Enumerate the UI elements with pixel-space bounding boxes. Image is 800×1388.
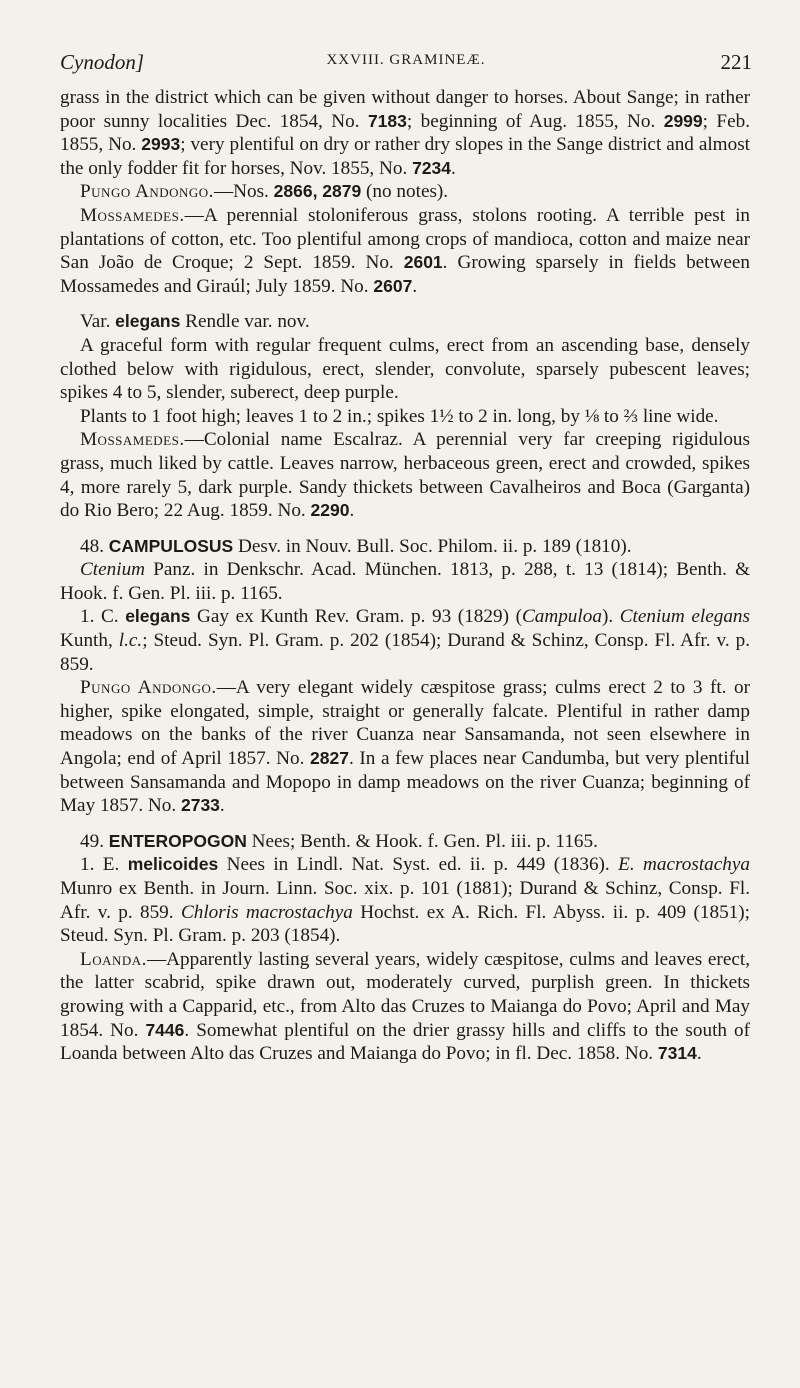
specimen-number: 2993 [141,134,181,155]
header-section: XXVIII. GRAMINEÆ. [326,52,486,68]
variety-description: A graceful form with regular frequent culms, erect from an ascending base, densely clothed below with rigidulous, erect, slender, convolute, sparsely pubescent leaves; spikes 4 to 5, slender, suberect, deep purple. [60,334,750,404]
paragraph-mossamedes-variety: Mossamedes.—Colonial name Escalraz. A perennial very far creeping rigidulous grass, much liked by cattle. Leaves narrow, herbaceous green, erect and crowded, spikes 4, more rarely 5, dark purple. Sandy thickets between Cavalheiros and Boca (Garganta) do Rio Bero; 22 Aug. 1859. No. 2290. [60,429,750,522]
specimen-number: 2866, 2879 [273,181,362,202]
specimen-number: 2290 [310,500,350,521]
species-heading-elegans: 1. C. elegans Gay ex Kunth Rev. Gram. p. 93 (1829) (Campuloa). Ctenium elegans Kunth, l.c.; Steud. Syn. Pl. Gram. p. 202 (1854); Durand & Schinz, Consp. Fl. Afr. v. p. 859. [60,606,750,675]
variety-dimensions: Plants to 1 foot high; leaves 1 to 2 in.; spikes 1½ to 2 in. long, by ⅛ to ⅔ line wide. [80,405,719,427]
paragraph-mossamedes: Mossamedes.—A perennial stoloniferous grass, stolons rooting. A terrible pest in plantations of cotton, etc. Too plentiful among crops of mandioca, cotton and maize near San João de Croque; 2 Sept. 1859. No. 2601. Growing sparsely in fields between Mossamedes and Giraúl; July 1859. No. 2607. [60,204,750,297]
header-genus: Cynodon] [60,50,144,74]
synonymy-ctenium: Ctenium Panz. in Denkschr. Acad. München. 1813, p. 288, t. 13 (1814); Benth. & Hook. f. Gen. Pl. iii. p. 1165. [60,559,750,604]
variety-name: elegans [115,311,181,332]
locality-name: Mossamedes. [80,204,185,226]
paragraph-pungo-andongo-elegans: Pungo Andongo.—A very elegant widely cæspitose grass; culms erect 2 to 3 ft. or higher, spike elongated, simple, straight or generally falcate. Plentiful in rather damp meadows on the banks of the river Cuanza near Sansamanda, not seen elsewhere in Angola; end of April 1857. No. 2827. In a few places near Candumba, but very plentiful between Sansamanda and Mopopo in damp meadows on the river Cuanza; beginning of May 1857. No. 2733. [60,677,751,817]
genus-name: CAMPULOSUS [108,535,234,556]
page-body [60,86,750,1066]
genus-heading-campulosus: 48. CAMPULOSUS Desv. in Nouv. Bull. Soc. Philom. ii. p. 189 (1810). [80,535,632,557]
locality-name: Pungo Andongo. [80,677,217,699]
running-header [60,50,752,78]
variety-heading: Var. elegans Rendle var. nov. [80,311,310,333]
specimen-number: 7446 [145,1019,185,1040]
specimen-number: 2607 [373,275,413,296]
specimen-number: 7234 [412,157,452,178]
paragraph-pungo-andongo: Pungo Andongo.—Nos. 2866, 2879 (no notes). [80,181,449,203]
locality-name: Mossamedes. [80,429,185,451]
specimen-number: 2999 [663,110,703,131]
page-number: 221 [720,50,752,74]
specimen-number: 7183 [367,110,407,131]
genus-heading-enteropogon: 49. ENTEROPOGON Nees; Benth. & Hook. f. Gen. Pl. iii. p. 1165. [80,830,598,852]
genus-name: ENTEROPOGON [108,830,247,851]
species-name: elegans [125,606,191,627]
specimen-number: 7314 [657,1043,697,1064]
paragraph-loanda: Loanda.—Apparently lasting several years, widely cæspitose, culms and leaves erect, the latter scabrid, spike drawn out, moderately curved, purplish green. In thickets growing with a Capparid, etc., from Alto das Cruzes to Maianga do Povo; April and May 1854. No. 7446. Somewhat plentiful on the drier grassy hills and cliffs to the south of Loanda between Alto das Cruzes and Maianga do Povo; in fl. Dec. 1858. No. 7314. [60,948,751,1065]
species-heading-melicoides: 1. E. melicoides Nees in Lindl. Nat. Syst. ed. ii. p. 449 (1836). E. macrostachya Munro ex Benth. in Journ. Linn. Soc. xix. p. 101 (1881); Durand & Schinz, Consp. Fl. Afr. v. p. 859. Chloris macrostachya Hochst. ex A. Rich. Fl. Abyss. ii. p. 409 (1851); Steud. Syn. Pl. Gram. p. 203 (1854). [60,854,750,947]
specimen-number: 2733 [180,795,220,816]
paragraph-sange: grass in the district which can be given without danger to horses. About Sange; in rather poor sunny localities Dec. 1854, No. 7183; beginning of Aug. 1855, No. 2999; Feb. 1855, No. 2993; very plentiful on dry or rather dry slopes in the Sange district and almost the only fodder fit for horses, Nov. 1855, No. 7234. [60,87,750,179]
specimen-number: 2601 [403,252,443,273]
species-name: melicoides [127,854,219,875]
locality-name: Pungo Andongo. [80,181,214,203]
locality-name: Loanda. [80,948,147,970]
synonym-name: Ctenium [80,559,146,581]
specimen-number: 2827 [310,748,349,769]
